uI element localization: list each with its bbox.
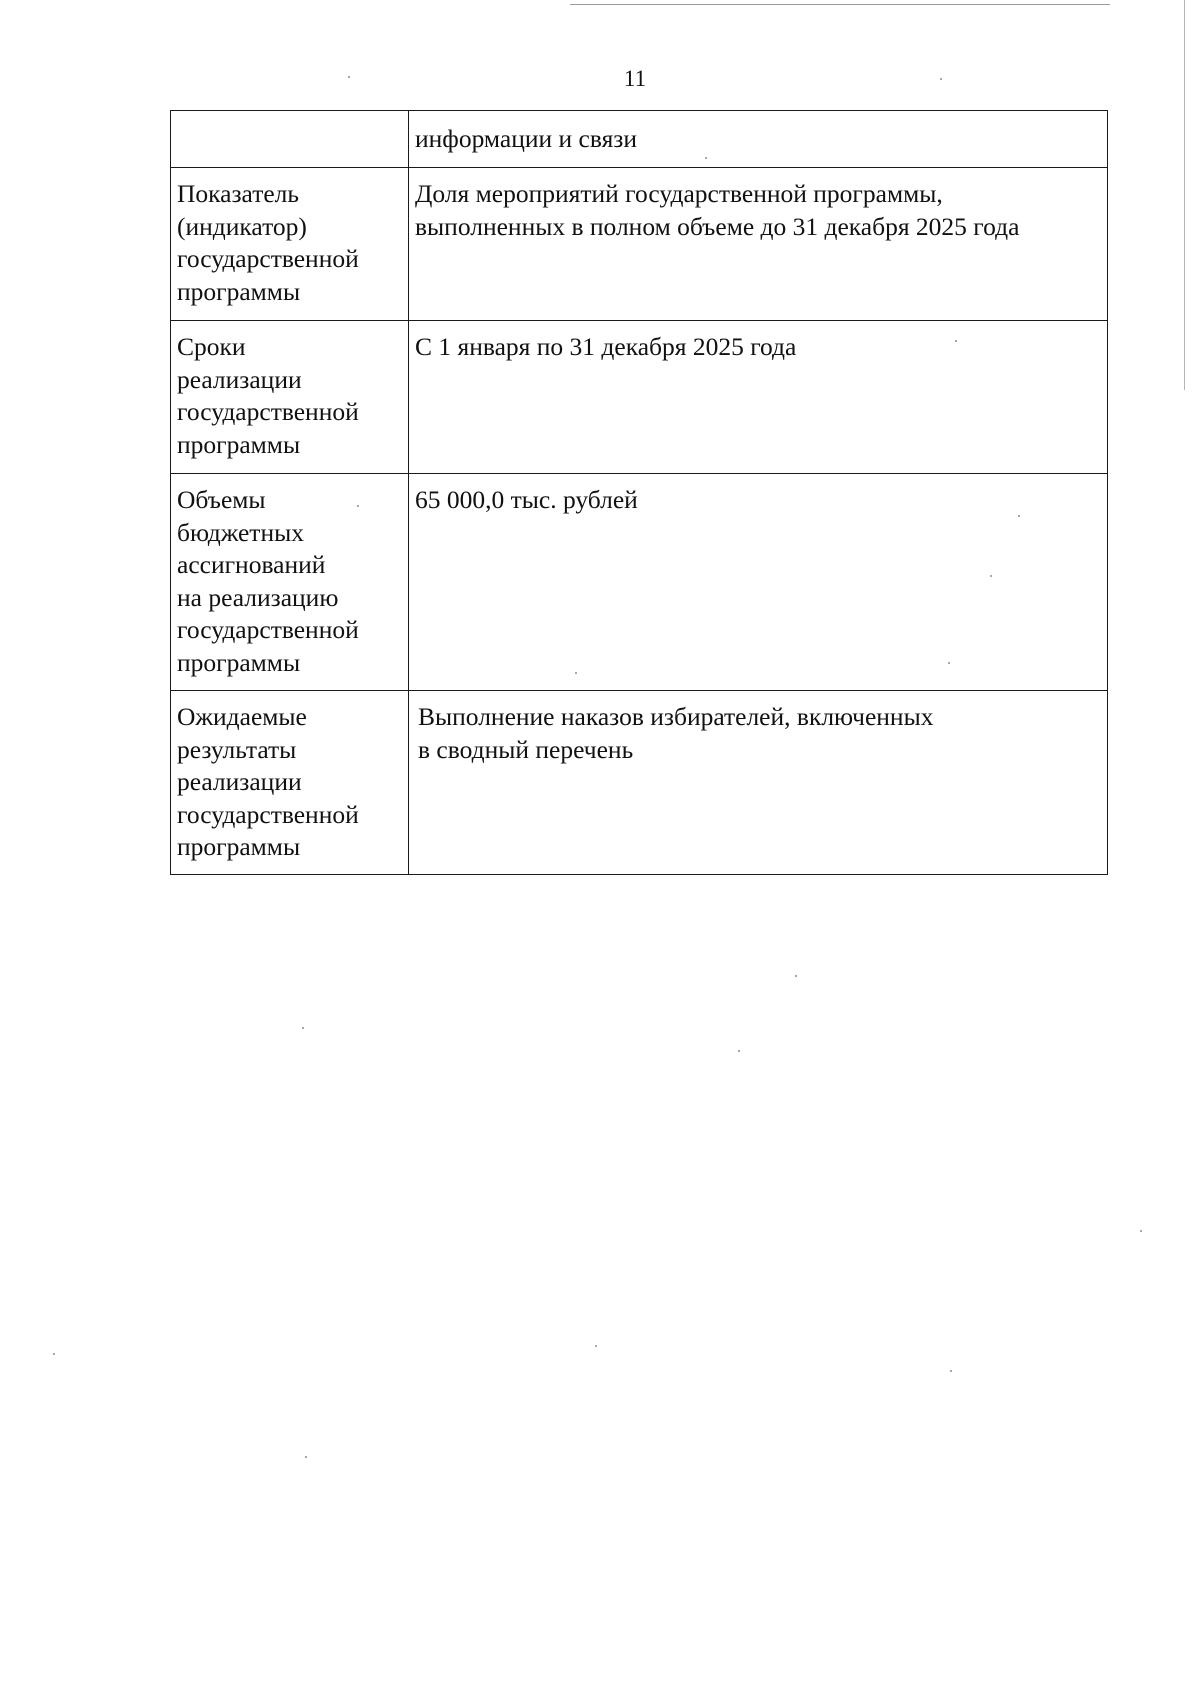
value-cell-terms bbox=[409, 321, 1108, 474]
text-line: Ожидаемые bbox=[177, 702, 307, 731]
scan-speck bbox=[305, 1456, 307, 1458]
text-line: государственной bbox=[177, 397, 359, 426]
text-line: Выполнение наказов избирателей, включенных bbox=[418, 702, 934, 731]
scan-speck bbox=[705, 157, 707, 159]
label-cell-results bbox=[171, 691, 409, 875]
table-row-terms bbox=[171, 321, 1108, 474]
text-line: Показатель bbox=[177, 179, 300, 208]
scan-speck bbox=[955, 340, 957, 342]
page-number: 11 bbox=[623, 66, 647, 91]
scan-speck bbox=[948, 662, 950, 664]
scan-speck bbox=[357, 505, 359, 507]
text-line: 65 000,0 тыс. рублей bbox=[415, 485, 638, 514]
text-line: С 1 января по 31 декабря 2025 года bbox=[415, 332, 797, 361]
text-line: результаты bbox=[177, 734, 297, 764]
text-line: информации и связи bbox=[415, 124, 638, 153]
text-line: в сводный перечень bbox=[418, 734, 634, 764]
text-line: (индикатор) bbox=[177, 211, 307, 241]
text-line: на реализацию bbox=[177, 582, 339, 612]
table-row-indicator bbox=[171, 168, 1108, 321]
text-line: Доля мероприятий государственной программы, bbox=[415, 179, 943, 208]
scan-speck bbox=[575, 672, 577, 674]
text-line: бюджетных bbox=[177, 517, 304, 547]
text-line: реализации bbox=[177, 767, 302, 796]
text-line: выполненных в полном объеме до 31 декабря 2025 года bbox=[415, 211, 1020, 241]
text-line: программы bbox=[177, 429, 301, 459]
scan-speck bbox=[990, 575, 992, 577]
scan-speck bbox=[53, 1353, 55, 1355]
scan-speck bbox=[348, 76, 350, 78]
value-cell-indicator bbox=[409, 168, 1108, 321]
text-line: программы bbox=[177, 832, 301, 861]
scan-edge-right bbox=[1184, 0, 1185, 390]
value-cell-continuation bbox=[409, 111, 1108, 168]
scan-speck bbox=[738, 1050, 740, 1052]
text-line: реализации bbox=[177, 364, 302, 394]
scan-speck bbox=[1018, 515, 1020, 517]
text-line: государственной bbox=[177, 799, 359, 829]
text-line: государственной bbox=[177, 244, 359, 273]
label-cell-indicator bbox=[171, 168, 409, 321]
label-cell-budget bbox=[171, 474, 409, 691]
scan-speck bbox=[595, 1345, 597, 1347]
text-line: программы bbox=[177, 276, 301, 306]
scan-speck bbox=[1140, 1230, 1142, 1232]
label-cell-empty bbox=[171, 111, 409, 168]
text-line: Сроки bbox=[177, 332, 246, 361]
value-cell-budget bbox=[409, 474, 1108, 691]
scan-speck bbox=[302, 1027, 304, 1029]
text-line: ассигнований bbox=[177, 550, 326, 579]
table-row-continuation bbox=[171, 111, 1108, 168]
scan-speck bbox=[940, 78, 942, 80]
table-row-budget bbox=[171, 474, 1108, 691]
label-cell-terms bbox=[171, 321, 409, 474]
text-line: Объемы bbox=[177, 485, 266, 514]
text-line: программы bbox=[177, 647, 301, 677]
scan-speck bbox=[950, 1370, 952, 1372]
text-line: государственной bbox=[177, 615, 359, 644]
value-cell-results bbox=[409, 691, 1108, 875]
scan-speck bbox=[795, 975, 797, 977]
scan-edge-top bbox=[570, 4, 1110, 5]
table-row-results bbox=[171, 691, 1108, 875]
program-passport-table bbox=[170, 110, 1108, 875]
